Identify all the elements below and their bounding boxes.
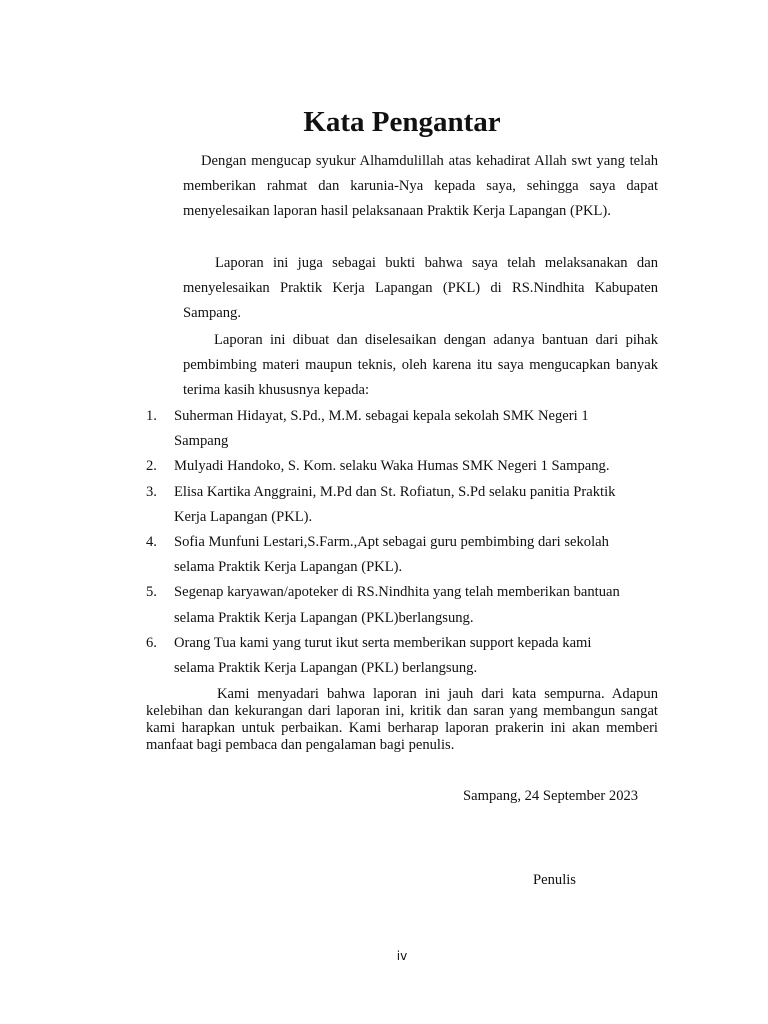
signer-label: Penulis <box>533 872 576 888</box>
closing-paragraph: Kami menyadari bahwa laporan ini jauh dari kata sempurna. Adapun kelebihan dan kekurangan dari laporan ini, kritik dan saran yang membangun sangat kami harapkan untuk perbaikan. Kami berharap laporan prakerin ini akan memberi manfaat bagi pembaca dan pengalaman bagi penulis. <box>146 686 658 753</box>
report-purpose-paragraph: Laporan ini juga sebagai bukti bahwa saya telah melaksanakan dan menyelesaikan Praktik Kerja Lapangan (PKL) di RS.Nindhita Kabupaten Sampang. <box>183 255 658 322</box>
list-item-text: Orang Tua kami yang turut ikut serta memberikan support kepada kami selama Praktik Kerja Lapangan (PKL) berlangsung. <box>174 634 592 677</box>
list-item <box>146 454 658 479</box>
list-item-text: Mulyadi Handoko, S. Kom. selaku Waka Humas SMK Negeri 1 Sampang. <box>174 458 610 475</box>
acknowledgement-list <box>146 404 658 681</box>
list-item <box>146 480 658 530</box>
list-item-number: 6. <box>146 634 157 651</box>
place-date-line: Sampang, 24 September 2023 <box>463 788 639 804</box>
list-item-text: Suherman Hidayat, S.Pd., M.M. sebagai kepala sekolah SMK Negeri 1 Sampang <box>174 408 589 450</box>
list-item-text: Segenap karyawan/apoteker di RS.Nindhita yang telah memberikan bantuan selama Praktik Kerja Lapangan (PKL)berlangsung. <box>174 584 620 626</box>
thanks-paragraph: Laporan ini dibuat dan diselesaikan dengan adanya bantuan dari pihak pembimbing materi maupun teknis, oleh karena itu saya mengucapkan banyak terima kasih khususnya kepada: <box>183 332 658 399</box>
list-item <box>146 631 658 681</box>
intro-paragraph: Dengan mengucap syukur Alhamdulillah atas kehadirat Allah swt yang telah memberikan rahmat dan karunia-Nya kepada saya, sehingga saya dapat menyelesaikan laporan hasil pelaksanaan Praktik Kerja Lapangan (PKL). <box>183 153 658 220</box>
list-item-text: Sofia Munfuni Lestari,S.Farm.,Apt sebagai guru pembimbing dari sekolah selama Praktik Kerja Lapangan (PKL). <box>174 534 609 576</box>
page-title: Kata Pengantar <box>303 106 501 138</box>
list-item-number: 3. <box>146 483 157 500</box>
list-item-number: 5. <box>146 584 157 601</box>
list-item-number: 4. <box>146 534 157 551</box>
list-item <box>146 404 658 454</box>
list-item-number: 2. <box>146 458 157 475</box>
page-number: iv <box>396 949 408 963</box>
list-item <box>146 530 658 580</box>
list-item <box>146 580 658 630</box>
list-item-text: Elisa Kartika Anggraini, M.Pd dan St. Rofiatun, S.Pd selaku panitia Praktik Kerja Lapangan (PKL). <box>174 483 616 525</box>
list-item-number: 1. <box>146 408 157 424</box>
